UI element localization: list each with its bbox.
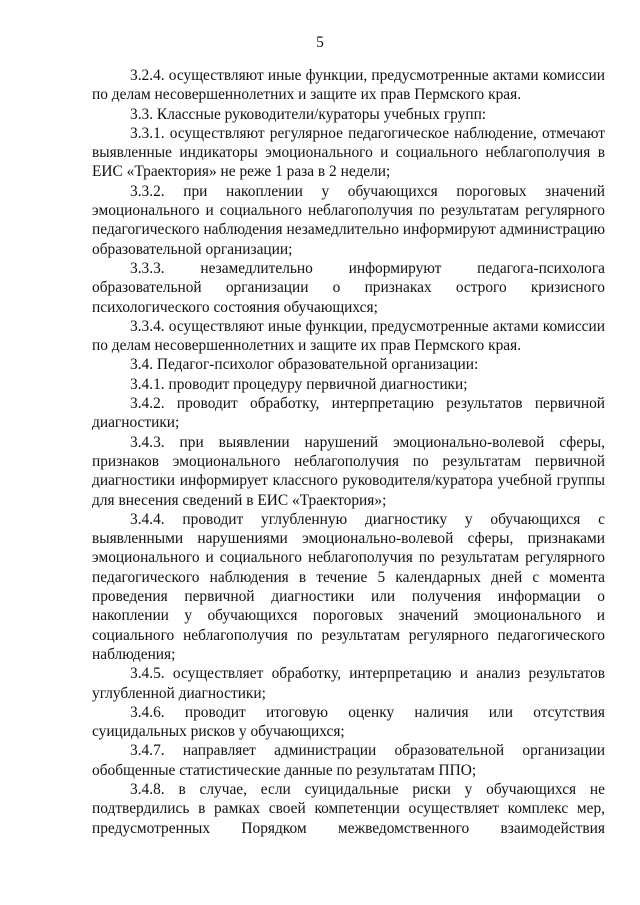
- paragraph-3-4-3: 3.4.3. при выявлении нарушений эмоционально-волевой сферы, признаков эмоционального неблагополучия по результатам первичной диагностики информирует классного руководителя/куратора учебной группы для внесения сведений в ЕИС «Траектория»;: [92, 433, 605, 509]
- paragraph-3-4-5: 3.4.5. осуществляет обработку, интерпретацию и анализ результатов углубленной диагностики;: [92, 665, 605, 702]
- paragraph-3-4-8: 3.4.8. в случае, если суицидальные риски у обучающихся не подтвердились в рамках своей компетенции осуществляет комплекс мер, предусмотренных Порядком межведомственного взаимодействия: [92, 780, 605, 837]
- paragraph-3-3-1: 3.3.1. осуществляют регулярное педагогическое наблюдение, отмечают выявленные индикаторы эмоционального и социального неблагополучия в ЕИС «Траектория» не реже 1 раза в 2 недели;: [92, 124, 605, 181]
- paragraph-3-3-3: 3.3.3. незамедлительно информируют педагога-психолога образовательной организации о признаках острого кризисного психологического состояния обучающихся;: [92, 259, 605, 316]
- page-number: 5: [316, 34, 324, 51]
- paragraph-3-4: 3.4. Педагог-психолог образовательной организации:: [130, 356, 479, 374]
- paragraph-3-4-2: 3.4.2. проводит обработку, интерпретацию результатов первичной диагностики;: [92, 395, 605, 432]
- document-body: [92, 66, 605, 838]
- paragraph-3-3-4: 3.3.4. осуществляют иные функции, предусмотренные актами комиссии по делам несовершеннолетних и защите их прав Пермского края.: [92, 317, 605, 355]
- paragraph-3-3-2: 3.3.2. при накоплении у обучающихся пороговых значений эмоционального и социального неблагополучия по результатам регулярного педагогического наблюдения незамедлительно информируют администрацию образовательной организации;: [92, 182, 605, 258]
- paragraph-3-4-6: 3.4.6. проводит итоговую оценку наличия или отсутствия суицидальных рисков у обучающихся;: [92, 703, 605, 741]
- paragraph-3-4-1: 3.4.1. проводит процедуру первичной диагностики;: [130, 375, 468, 393]
- paragraph-3-3: 3.3. Классные руководители/кураторы учебных групп:: [130, 105, 487, 123]
- paragraph-3-4-4: 3.4.4. проводит углубленную диагностику у обучающихся с выявленными нарушениями эмоционально-волевой сферы, признаками эмоционального и социального неблагополучия по результатам регулярного педагогического наблюдения в течение 5 календарных дней с момента проведения первичной диагностики или получения информации о накоплении у обучающихся пороговых значений эмоционального и социального неблагополучия по результатам регулярного педагогического наблюдения;: [92, 510, 605, 663]
- paragraph-3-2-4: 3.2.4. осуществляют иные функции, предусмотренные актами комиссии по делам несовершеннолетних и защите их прав Пермского края.: [92, 67, 605, 104]
- paragraph-3-4-7: 3.4.7. направляет администрации образовательной организации обобщенные статистические данные по результатам ППО;: [92, 742, 605, 779]
